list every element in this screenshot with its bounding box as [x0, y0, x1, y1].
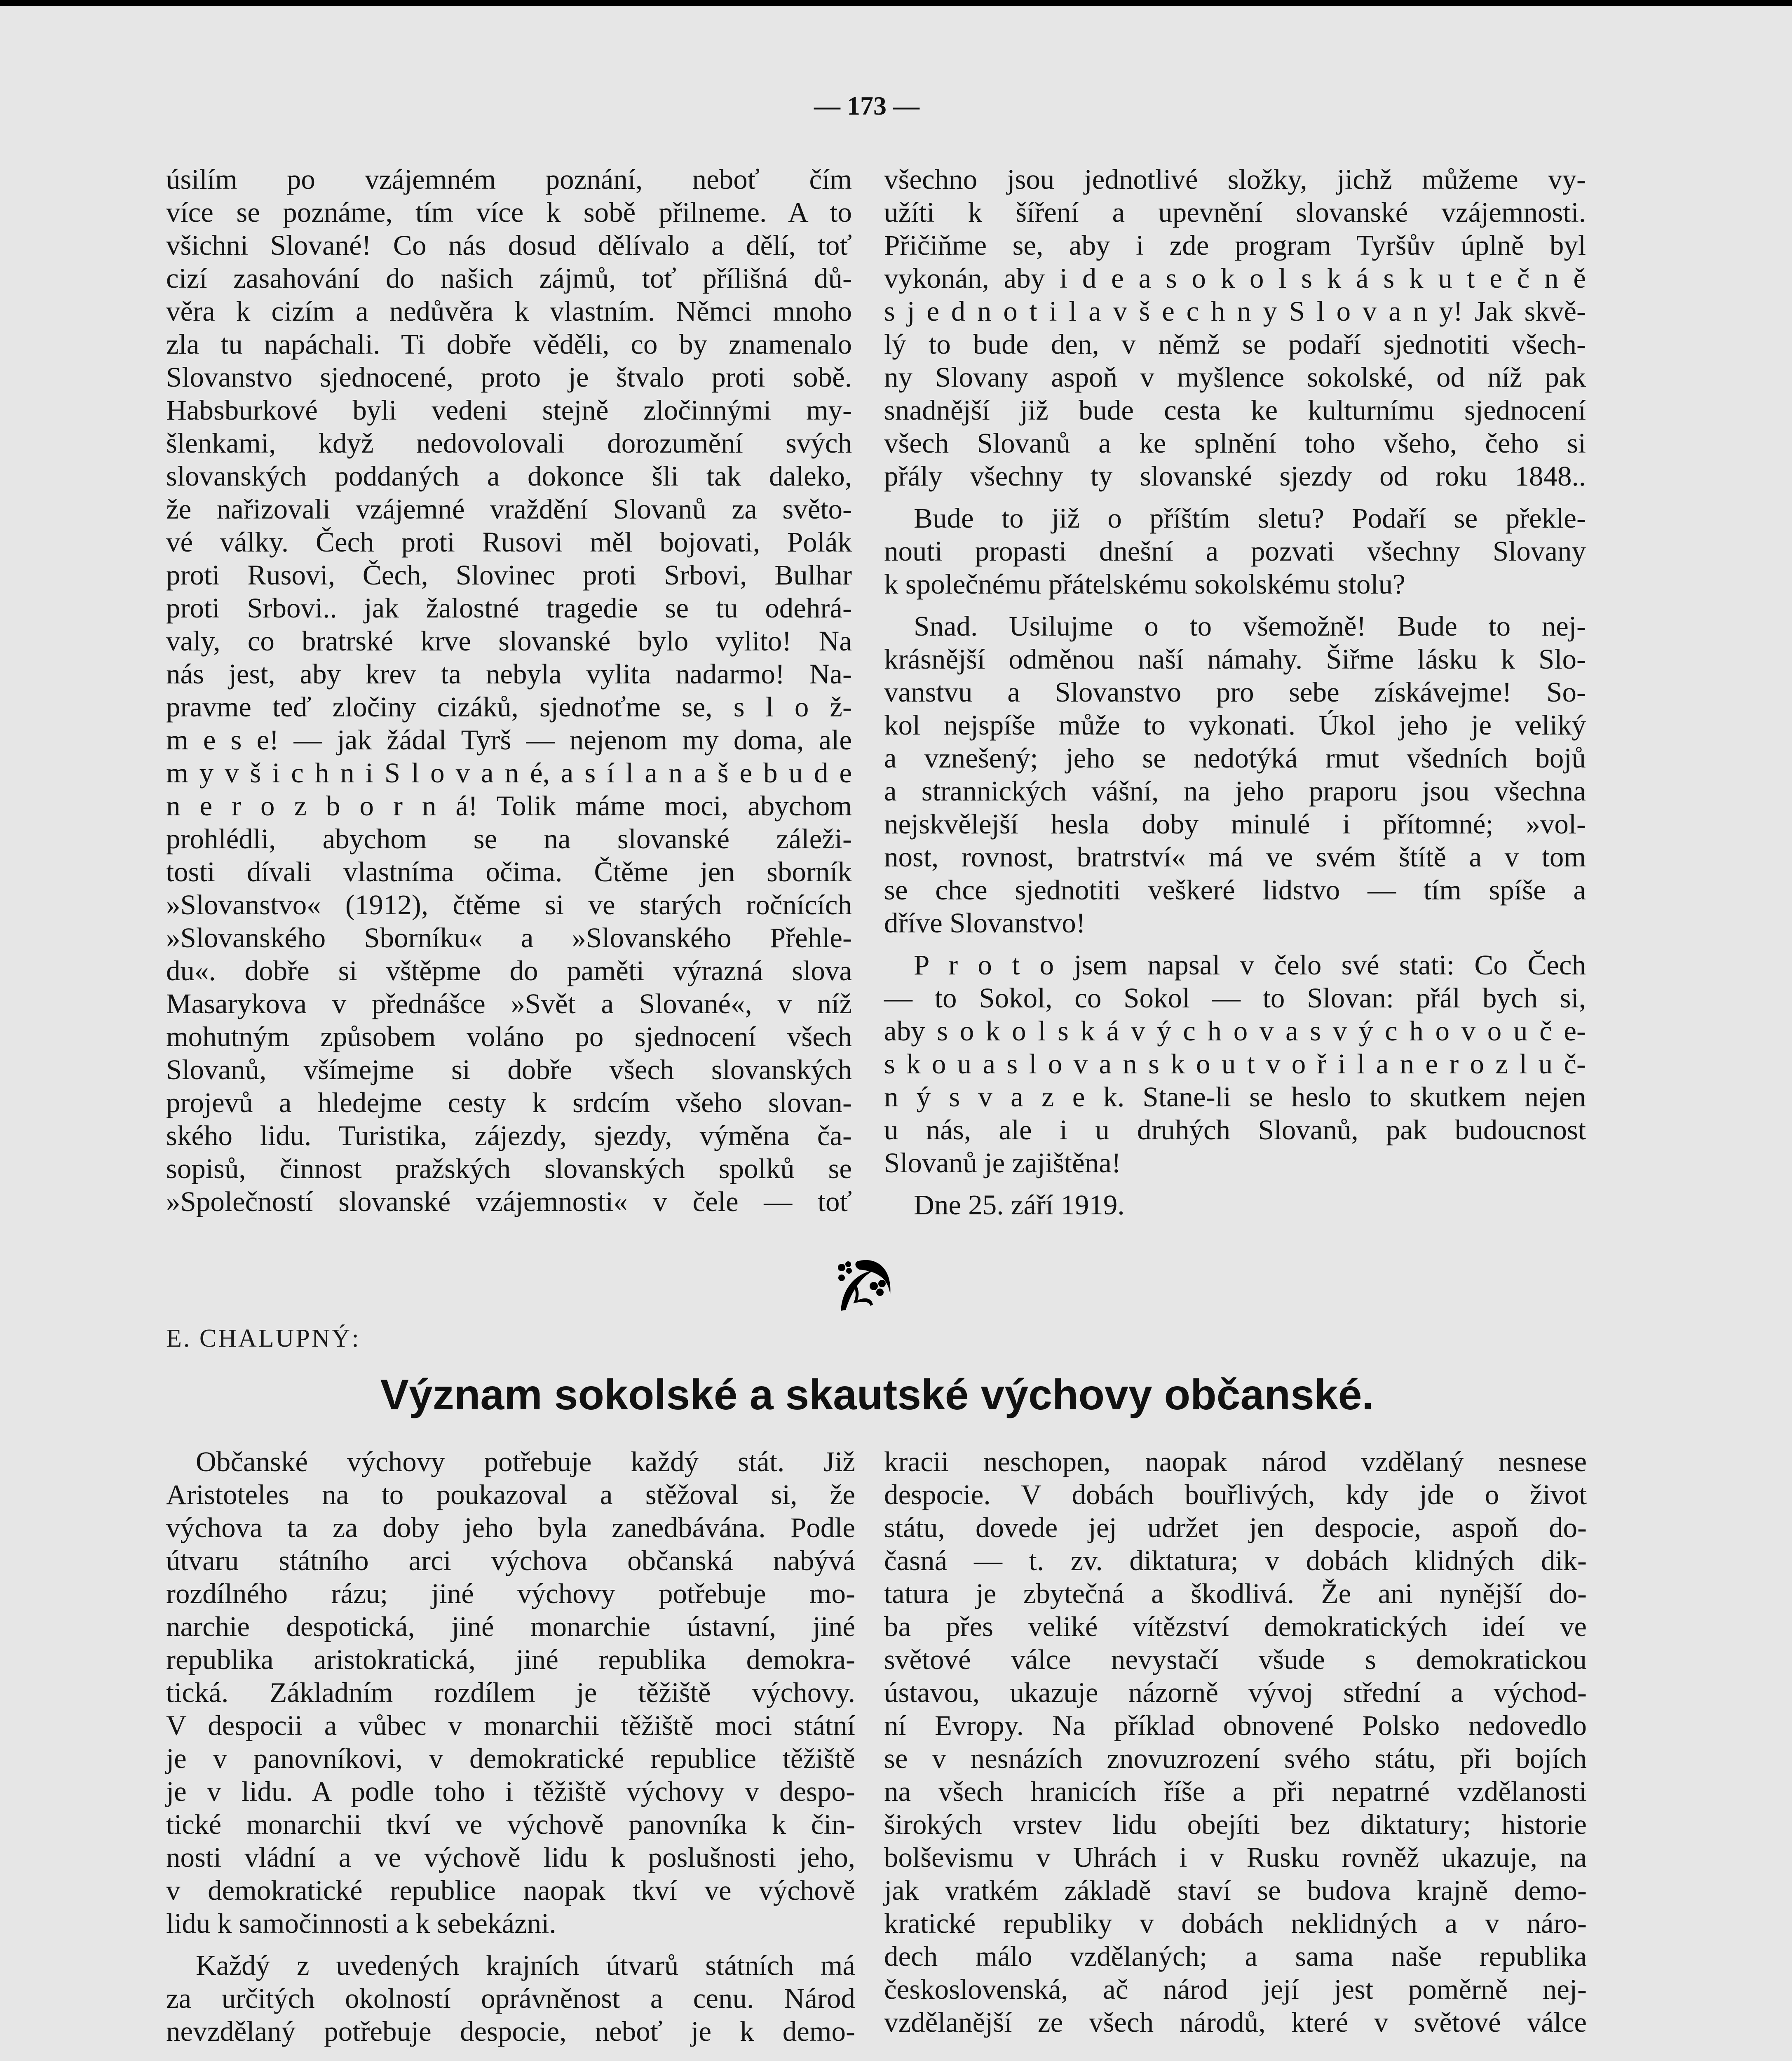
text-line: věra k cizím a nedůvěra k vlastním. Němci mnoho — [166, 296, 852, 327]
text-line: československá, ač národ její jest poměrně nej- — [884, 1974, 1587, 2005]
text-line: dříve Slovanstvo! — [884, 907, 1086, 939]
text-line: nost, rovnost, bratrství« má ve svém štítě a v tom — [884, 841, 1586, 873]
text-line: Přičiňme se, aby i zde program Tyršův úplně byl — [884, 230, 1586, 261]
text-line: Slovanů je zajištěna! — [884, 1147, 1121, 1178]
text-line: ny Slovany aspoň v myšlence sokolské, od níž pak — [884, 361, 1586, 393]
paragraph — [884, 163, 1586, 493]
text-line: nejskvělejší hesla doby minulé i přítomné; »vol- — [884, 808, 1586, 840]
text-line: že nařizovali vzájemné vraždění Slovanů za světo- — [166, 493, 852, 525]
text-line: za určitých okolností oprávněnost a cenu. Národ — [166, 1983, 855, 2014]
text-line: nás jest, aby krev ta nebyla vylita nadarmo! Na- — [166, 658, 852, 690]
text-line: n e r o z b o r n á! Tolik máme moci, abychom — [166, 790, 852, 822]
paragraph — [884, 1445, 1587, 2039]
paragraph — [166, 163, 852, 1218]
text-line: státu, dovede jej udržet jen despocie, aspoň do- — [884, 1512, 1587, 1543]
text-line: dech málo vzdělaných; a sama naše republika — [884, 1941, 1587, 1972]
text-line: se chce sjednotiti veškeré lidstvo — tím spíše a — [884, 874, 1586, 906]
text-line: m y v š i c h n i S l o v a n é, a s í l a n a š e b u d e — [166, 757, 852, 789]
text-line: a vznešený; jeho se nedotýká rmut všedních bojů — [884, 742, 1586, 774]
text-line: zla tu napáchali. Ti dobře věděli, co by znamenalo — [166, 329, 852, 360]
text-line: tická. Základním rozdílem je těžiště výchovy. — [166, 1677, 855, 1708]
text-line: s j e d n o t i l a v š e c h n y S l o v a n y! Jak skvě- — [884, 296, 1586, 327]
text-line: rozdílného rázu; jiné výchovy potřebuje mo- — [166, 1578, 855, 1609]
text-line: republika aristokratická, jiné republika demokra- — [166, 1644, 855, 1675]
text-line: časná — t. zv. diktatura; v dobách klidných dik- — [884, 1545, 1587, 1576]
text-line: despocie. V dobách bouřlivých, kdy jde o život — [884, 1479, 1587, 1510]
text-line: cizí zasahování do našich zájmů, toť přílišná dů- — [166, 263, 852, 294]
text-line: aby s o k o l s k á v ý c h o v a s v ý c h o v o u č e- — [884, 1015, 1586, 1047]
text-line: kracii neschopen, naopak národ vzdělaný nesnese — [884, 1446, 1587, 1477]
paragraph — [166, 1445, 855, 1940]
text-line: všechno jsou jednotlivé složky, jichž můžeme vy- — [884, 164, 1586, 195]
text-line: slovanských poddaných a dokonce šli tak daleko, — [166, 460, 852, 492]
text-line: Masarykova v přednášce »Svět a Slované«, v níž — [166, 988, 852, 1019]
text-line: jak vratkém základě staví se budova krajně demo- — [884, 1875, 1587, 1906]
text-line: proti Rusovi, Čech, Slovinec proti Srbovi, Bulhar — [166, 559, 852, 591]
text-line: světové válce nevystačí všude s demokratickou — [884, 1644, 1587, 1675]
text-line: ní Evropy. Na příklad obnovené Polsko nedovedlo — [884, 1710, 1587, 1741]
text-line: je v panovníkovi, v demokratické republice těžiště — [166, 1743, 855, 1774]
text-line: všech Slovanů a ke splnění toho všeho, čeho si — [884, 427, 1586, 459]
text-line: přály všechny ty slovanské sjezdy od roku 1848.. — [884, 460, 1586, 492]
text-line: v demokratické republice naopak tkví ve výchově — [166, 1875, 855, 1906]
text-line: krásnější odměnou naší námahy. Šiřme lásku k Slo- — [884, 643, 1586, 675]
text-line: Každý z uvedených krajních útvarů státních má — [196, 1950, 855, 1981]
text-line: Občanské výchovy potřebuje každý stát. Již — [196, 1446, 855, 1477]
text-line: V despocii a vůbec v monarchii těžiště moci státní — [166, 1710, 855, 1741]
text-line: »Společností slovanské vzájemnosti« v čele — toť — [166, 1186, 852, 1217]
text-line: narchie despotická, jiné monarchie ústavní, jiné — [166, 1611, 855, 1642]
text-line: nevzdělaný potřebuje despocie, neboť je k demo- — [166, 2016, 855, 2047]
paragraph — [884, 610, 1586, 939]
text-line: pravme teď zločiny cizáků, sjednoťme se, s l o ž- — [166, 691, 852, 723]
paragraph — [884, 502, 1586, 601]
text-line: du«. dobře si vštěpme do paměti výrazná slova — [166, 955, 852, 986]
text-line: vé války. Čech proti Rusovi měl bojovati, Polák — [166, 526, 852, 558]
page-number: — 173 — — [814, 91, 919, 120]
text-line: Dne 25. září 1919. — [914, 1189, 1125, 1221]
article-author: E. CHALUPNÝ: — [166, 1324, 361, 1352]
text-line: Aristoteles na to poukazoval a stěžoval si, že — [166, 1479, 855, 1510]
article1-left-column — [166, 163, 852, 1218]
paragraph — [884, 948, 1586, 1179]
text-line: lidu k samočinnosti a k sebekázni. — [166, 1908, 556, 1939]
article1-right-column — [884, 163, 1586, 1221]
text-line: projevů a hledejme cesty k srdcím všeho slovan- — [166, 1087, 852, 1118]
text-line: širokých vrstev lidu obejíti bez diktatury; historie — [884, 1809, 1587, 1840]
text-line: lý to bude den, v němž se podaří sjednotiti všech- — [884, 329, 1586, 360]
article2-right-column — [884, 1445, 1587, 2039]
text-line: mohutným způsobem voláno po sjednocení všech — [166, 1021, 852, 1052]
text-line: na všech hranicích říše a při nepatrné vzdělanosti — [884, 1776, 1587, 1807]
text-line: útvaru státního arci výchova občanská nabývá — [166, 1545, 855, 1576]
text-line: »Slovanstvo« (1912), čtěme si ve starých ročnících — [166, 889, 852, 920]
text-line: šlenkami, když nedovolovali dorozumění svých — [166, 427, 852, 459]
text-line: u nás, ale i u druhých Slovanů, pak budoucnost — [884, 1114, 1586, 1146]
paragraph — [884, 1188, 1586, 1221]
text-line: ba přes veliké vítězství demokratických ideí ve — [884, 1611, 1587, 1642]
text-line: vykonán, aby i d e a s o k o l s k á s k u t e č n ě — [884, 263, 1586, 294]
text-line: m e s e! — jak žádal Tyrš — nejenom my doma, ale — [166, 724, 852, 756]
text-line: úsilím po vzájemném poznání, neboť čím — [166, 164, 852, 195]
text-line: »Slovanského Sborníku« a »Slovanského Přehle- — [166, 922, 852, 953]
text-line: Snad. Usilujme o to všemožně! Bude to nej- — [914, 610, 1586, 642]
text-line: s k o u a s l o v a n s k o u t v o ř i l a n e r o z l u č- — [884, 1048, 1586, 1080]
text-line: — to Sokol, co Sokol — to Slovan: přál bych si, — [884, 982, 1586, 1014]
text-line: užíti k šíření a upevnění slovanské vzájemnosti. — [884, 197, 1586, 228]
text-line: kratické republiky v dobách neklidných a v náro- — [884, 1908, 1587, 1939]
text-line: valy, co bratrské krve slovanské bylo vylito! Na — [166, 625, 852, 657]
text-line: kol nejspíše může to vykonati. Úkol jeho je veliký — [884, 709, 1586, 741]
text-line: Slovanů, všímejme si dobře všech slovanských — [166, 1054, 852, 1085]
text-line: Slovanstvo sjednocené, proto je štvalo proti sobě. — [166, 361, 852, 393]
text-line: a strannických vášní, na jeho praporu jsou všechna — [884, 775, 1586, 807]
text-line: vzdělanější ze všech národů, které v světové válce — [884, 2007, 1587, 2038]
text-line: snadnější již bude cesta ke kulturnímu sjednocení — [884, 394, 1586, 426]
text-line: ského lidu. Turistika, zájezdy, sjezdy, výměna ča- — [166, 1120, 852, 1151]
text-line: tosti dívali vlastníma očima. Čtěme jen sborník — [166, 856, 852, 887]
text-line: tatura je zbytečná a škodlivá. Že ani nynější do- — [884, 1578, 1587, 1609]
text-line: tické monarchii tkví ve výchově panovníka k čin- — [166, 1809, 855, 1840]
text-line: všichni Slované! Co nás dosud dělívalo a dělí, toť — [166, 230, 852, 261]
text-line: sopisů, činnost pražských slovanských spolků se — [166, 1153, 852, 1184]
text-line: Bude to již o příštím sletu? Podaří se překle- — [914, 502, 1586, 534]
article2-left-column — [166, 1445, 855, 2048]
text-line: je v lidu. A podle toho i těžiště výchovy v despo- — [166, 1776, 855, 1807]
text-line: n ý s v a z e k. Stane-li se heslo to skutkem nejen — [884, 1081, 1586, 1113]
article-title: Význam sokolské a skautské výchovy občanské. — [380, 1371, 1374, 1419]
paragraph — [166, 1949, 855, 2048]
text-line: P r o t o jsem napsal v čelo své stati: Co Čech — [914, 949, 1586, 981]
text-line: ústavou, ukazuje názorně vývoj střední a východ- — [884, 1677, 1587, 1708]
text-line: proti Srbovi.. jak žalostné tragedie se tu odehrá- — [166, 592, 852, 624]
text-line: nosti vládní a ve výchově lidu k poslušnosti jeho, — [166, 1842, 855, 1873]
text-line: k společnému přátelskému sokolskému stolu? — [884, 568, 1405, 600]
text-line: výchova ta za doby jeho byla zanedbávána. Podle — [166, 1512, 855, 1543]
text-line: Habsburkové byli vedeni stejně zločinnými my- — [166, 394, 852, 426]
text-line: se v nesnázích znovuzrození svého státu, při bojích — [884, 1743, 1587, 1774]
text-line: bolševismu v Uhrách i v Rusku rovněž ukazuje, na — [884, 1842, 1587, 1873]
text-line: prohlédli, abychom se na slovanské záleži- — [166, 823, 852, 854]
text-line: více se poznáme, tím více k sobě přilneme. A to — [166, 197, 852, 228]
text-line: nouti propasti dnešní a pozvati všechny Slovany — [884, 535, 1586, 567]
floral-ornament-icon — [837, 1257, 898, 1315]
text-line: vanstvu a Slovanstvo pro sebe získávejme! So- — [884, 676, 1586, 708]
